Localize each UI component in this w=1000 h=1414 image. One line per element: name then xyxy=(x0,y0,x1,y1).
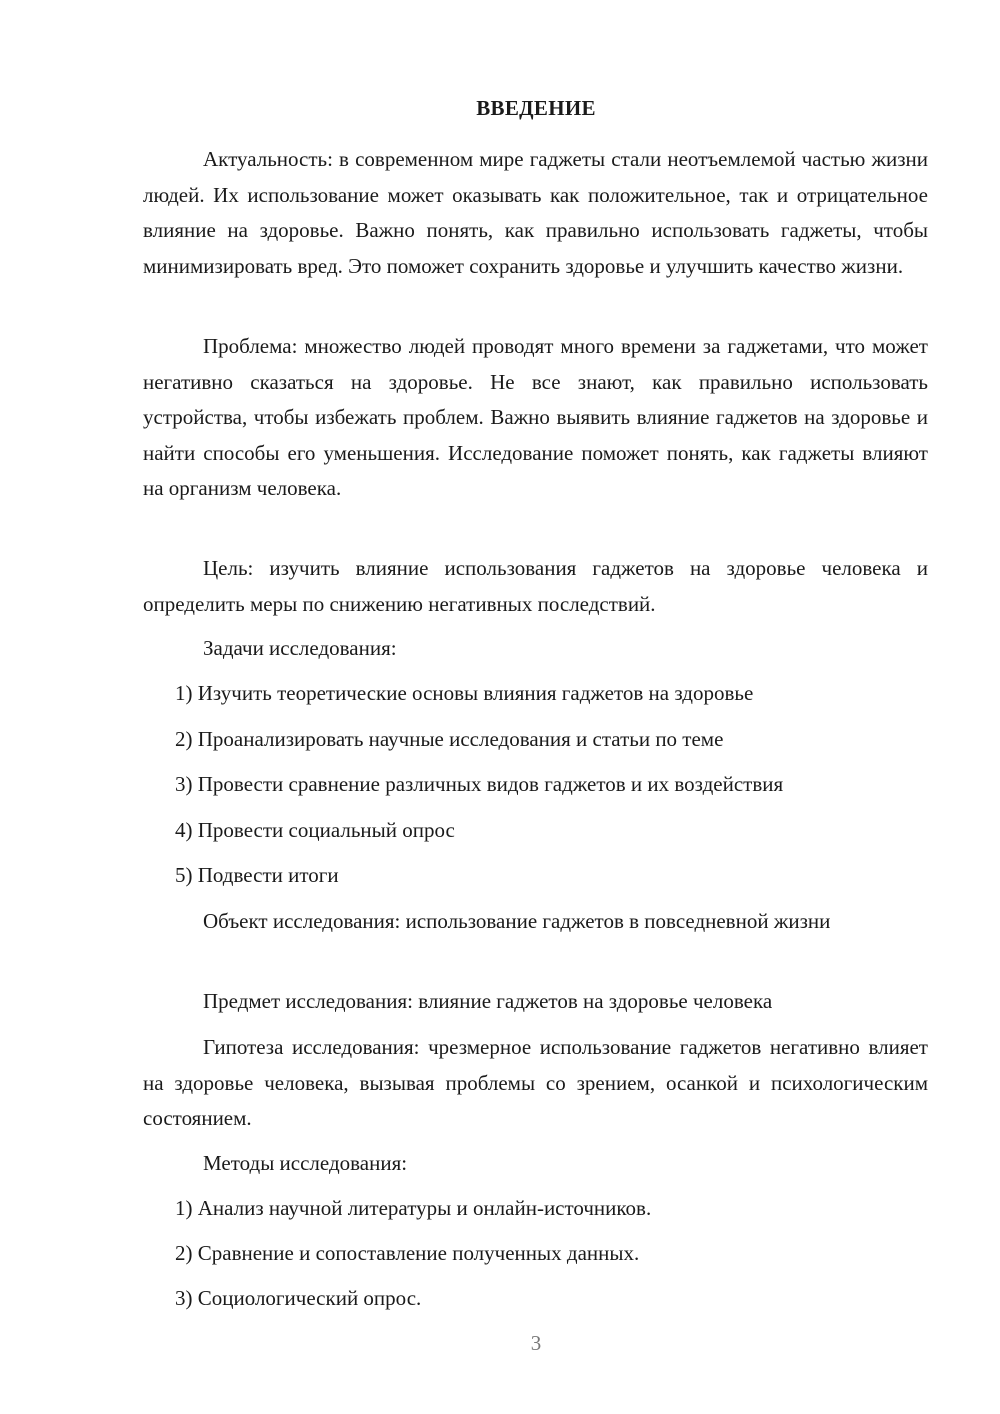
paragraph-subject: Предмет исследования: влияние гаджетов на здоровье человека xyxy=(203,989,773,1013)
paragraph-problem xyxy=(143,329,928,507)
paragraph-object xyxy=(143,904,928,940)
tasks-heading: Задачи исследования: xyxy=(203,636,397,660)
method-item: 1) Анализ научной литературы и онлайн-источников. xyxy=(175,1196,652,1220)
task-item: 5) Подвести итоги xyxy=(175,863,339,887)
task-item: 3) Провести сравнение различных видов гаджетов и их воздействия xyxy=(175,772,784,796)
method-item: 3) Социологический опрос. xyxy=(175,1286,422,1310)
page-number: 3 xyxy=(530,1331,542,1355)
paragraph-hypothesis xyxy=(143,1030,928,1137)
section-title: ВВЕДЕНИЕ xyxy=(476,96,596,120)
paragraph-relevance xyxy=(143,142,928,284)
paragraph-goal xyxy=(143,551,928,622)
task-item: 1) Изучить теоретические основы влияния гаджетов на здоровье xyxy=(175,681,754,705)
task-item: 4) Провести социальный опрос xyxy=(175,818,455,842)
paragraph-hypothesis-text: Гипотеза исследования: чрезмерное использование гаджетов негативно влияет на здоровье человека, вызывая проблемы со зрением, осанкой и психологическим состоянием. xyxy=(143,1035,928,1130)
paragraph-relevance-text: Актуальность: в современном мире гаджеты стали неотъемлемой частью жизни людей. Их использование может оказывать как положительное, так и отрицательное влияние на здоровье. Важно понять, как правильно использовать гаджеты, чтобы минимизировать вред. Это поможет сохранить здоровье и улучшить качество жизни. xyxy=(143,147,928,278)
method-item: 2) Сравнение и сопоставление полученных данных. xyxy=(175,1241,640,1265)
methods-heading: Методы исследования: xyxy=(203,1151,408,1175)
paragraph-goal-text: Цель: изучить влияние использования гаджетов на здоровье человека и определить меры по снижению негативных последствий. xyxy=(143,556,928,616)
task-item: 2) Проанализировать научные исследования и статьи по теме xyxy=(175,727,724,751)
paragraph-problem-text: Проблема: множество людей проводят много времени за гаджетами, что может негативно сказаться на здоровье. Не все знают, как правильно использовать устройства, чтобы избежать проблем. Важно выявить влияние гаджетов на здоровье и найти способы его уменьшения. Исследование поможет понять, как гаджеты влияют на организм человека. xyxy=(143,334,928,500)
paragraph-object-text: Объект исследования: использование гаджетов в повседневной жизни xyxy=(203,909,831,933)
